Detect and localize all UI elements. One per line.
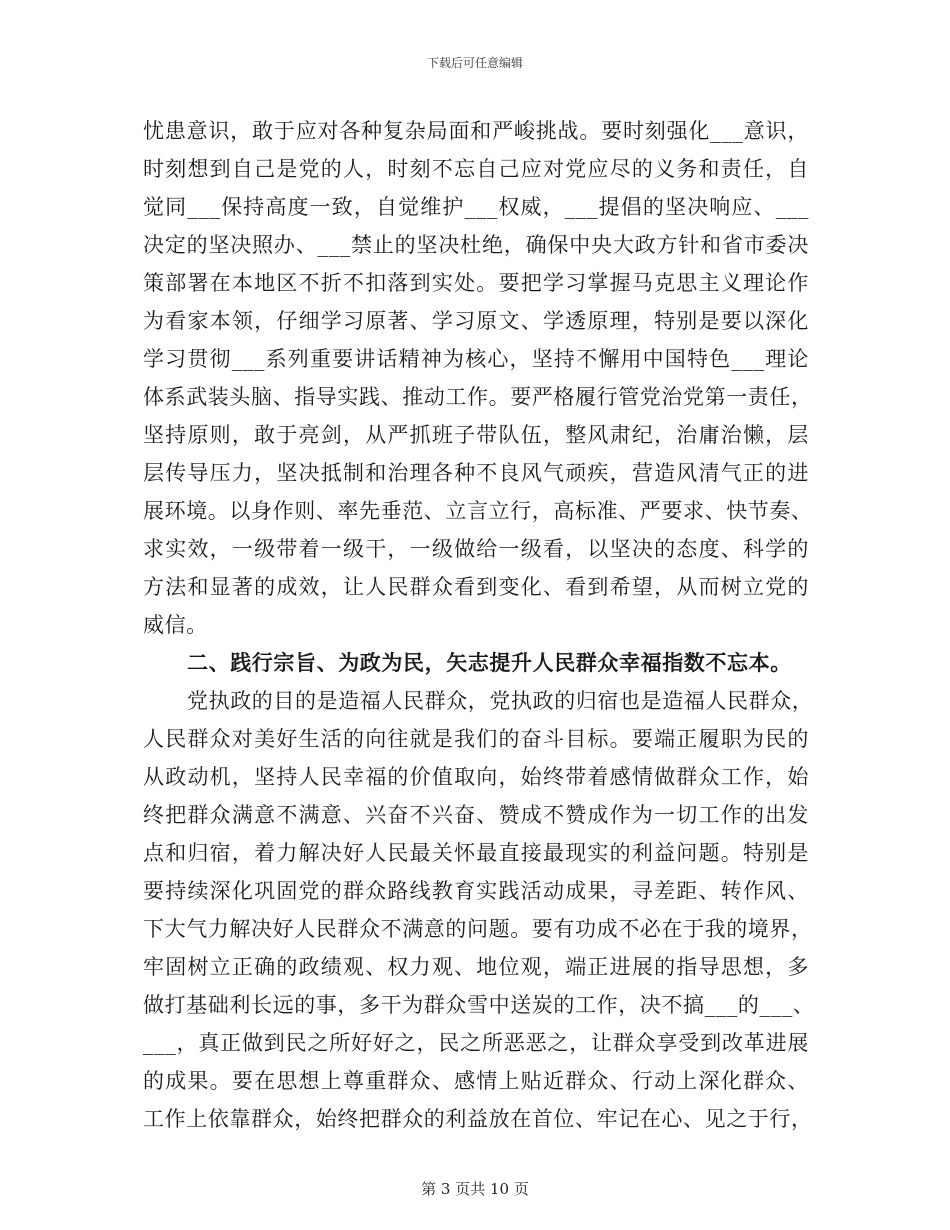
text-line: 忧患意识，敢于应对各种复杂局面和严峻挑战。要时刻强化___意识， bbox=[143, 119, 809, 143]
text-line: 时刻想到自己是党的人，时刻不忘自己应对党应尽的义务和责任，自 bbox=[143, 157, 809, 181]
page-header: 下载后可任意编辑 bbox=[426, 56, 523, 70]
text-line: 要持续深化巩固党的群众路线教育实践活动成果，寻差距、转作风、 bbox=[143, 879, 809, 903]
text-line: 工作上依靠群众，始终把群众的利益放在首位、牢记在心、见之于行， bbox=[143, 1107, 813, 1131]
page-footer: 第 3 页共 10 页 bbox=[421, 1180, 529, 1198]
text-line: 展环境。以身作则、率先垂范、立言立行，高标准、严要求、快节奏、 bbox=[143, 499, 813, 523]
document-body bbox=[143, 112, 815, 1138]
section-heading: 二、践行宗旨、为政为民，矢志提升人民群众幸福指数不忘本。 bbox=[187, 651, 792, 675]
text-line: 点和归宿，着力解决好人民最关怀最直接最现实的利益问题。特别是 bbox=[143, 841, 809, 865]
text-line: 人民群众对美好生活的向往就是我们的奋斗目标。要端正履职为民的 bbox=[143, 727, 809, 751]
paragraph bbox=[143, 112, 813, 644]
paragraph bbox=[143, 682, 815, 1138]
text-line: 从政动机，坚持人民幸福的价值取向，始终带着感情做群众工作，始 bbox=[143, 765, 809, 789]
text-line: 求实效，一级带着一级干，一级做给一级看，以坚决的态度、科学的 bbox=[143, 537, 809, 561]
text-line: 觉同___保持高度一致，自觉维护___权威，___提倡的坚决响应、___ bbox=[143, 195, 809, 219]
text-line: 牢固树立正确的政绩观、权力观、地位观，端正进展的指导思想，多 bbox=[143, 955, 809, 979]
text-line: 方法和显著的成效，让人民群众看到变化、看到希望，从而树立党的 bbox=[143, 575, 809, 599]
text-line: 下大气力解决好人民群众不满意的问题。要有功成不必在于我的境界， bbox=[143, 917, 813, 941]
text-line: 坚持原则，敢于亮剑，从严抓班子带队伍，整风肃纪，治庸治懒，层 bbox=[143, 423, 809, 447]
text-line: ___，真正做到民之所好好之，民之所恶恶之，让群众享受到改革进展 bbox=[143, 1031, 809, 1055]
text-line: 威信。 bbox=[143, 613, 208, 637]
text-line: 学习贯彻___系列重要讲话精神为核心，坚持不懈用中国特色___理论 bbox=[143, 347, 809, 371]
text-line: 的成果。要在思想上尊重群众、感情上贴近群众、行动上深化群众、 bbox=[143, 1069, 809, 1093]
text-line: 体系武装头脑、指导实践、推动工作。要严格履行管党治党第一责任， bbox=[143, 385, 813, 409]
text-line: 党执政的目的是造福人民群众，党执政的归宿也是造福人民群众， bbox=[187, 689, 814, 713]
text-line: 策部署在本地区不折不扣落到实处。要把学习掌握马克思主义理论作 bbox=[143, 271, 809, 295]
text-line: 决定的坚决照办、___禁止的坚决杜绝，确保中央大政方针和省市委决 bbox=[143, 233, 809, 257]
text-line: 终把群众满意不满意、兴奋不兴奋、赞成不赞成作为一切工作的出发 bbox=[143, 803, 809, 827]
text-line: 做打基础利长远的事，多干为群众雪中送炭的工作，决不搞___的___、 bbox=[143, 993, 815, 1017]
text-line: 层传导压力，坚决抵制和治理各种不良风气顽疾，营造风清气正的进 bbox=[143, 461, 809, 485]
text-line: 为看家本领，仔细学习原著、学习原文、学透原理，特别是要以深化 bbox=[143, 309, 809, 333]
